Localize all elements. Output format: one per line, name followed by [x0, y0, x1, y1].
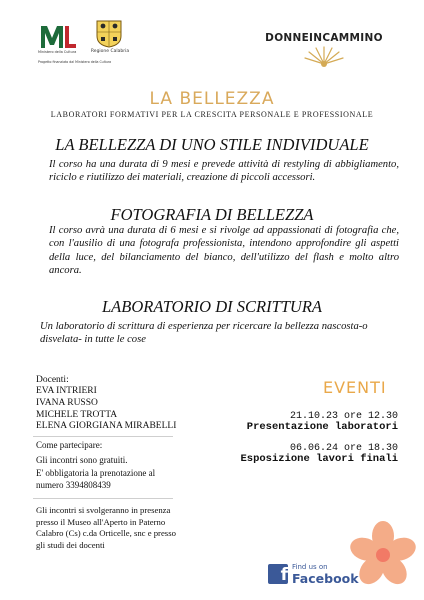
page-title: LA BELLEZZA	[149, 89, 275, 109]
docente-name: MICHELE TROTTA	[36, 409, 118, 420]
docenti-label: Docenti:	[36, 375, 69, 385]
divider	[33, 498, 173, 499]
come-partecipare-line2: E' obbligatoria la prenotazione al numero 3394808439	[36, 468, 156, 490]
event-name: Esposizione lavori finali	[240, 453, 398, 465]
ministry-culture-logo	[38, 22, 78, 50]
docente-name: EVA INTRIERI	[36, 386, 97, 396]
docente-name: ELENA GIORGIANA MIRABELLI	[36, 421, 177, 432]
facebook-f-glyph: f	[280, 565, 288, 585]
facebook-find-text: Find us on	[292, 563, 328, 571]
divider	[33, 436, 173, 437]
section-title-fotografia: FOTOGRAFIA DI BELLEZZA	[110, 205, 314, 224]
eventi-heading: EVENTI	[323, 378, 387, 397]
event-date: 21.10.23 ore 12.30	[289, 411, 398, 422]
come-partecipare-label: Come partecipare:	[36, 440, 103, 450]
regione-calabria-emblem	[96, 20, 122, 48]
docente-name: IVANA RUSSO	[36, 397, 98, 408]
donneincammino-logo-text: DONNEINCAMMINO	[265, 32, 383, 44]
event-date: 06.06.24 ore 18.30	[289, 443, 398, 454]
section-body-scrittura: Un laboratorio di scrittura di esperienza per ricercare la bellezza nascosta-o disvelata- in tutte le cose	[40, 321, 368, 346]
funding-small-print: Progetto finanziato dal Ministero della Cultura	[38, 60, 112, 64]
donneincammino-sunburst-icon	[300, 44, 348, 70]
docenti-list	[36, 386, 176, 433]
venue-info: Gli incontri si svolgeranno in presenza presso il Museo all'Aperto in Paterno Calabro (Cs) c.da Orticelle, snc e presso gli studi dei docenti	[36, 505, 176, 550]
come-partecipare-line1: Gli incontri sono gratuiti.	[36, 455, 128, 465]
facebook-link[interactable]: Facebook	[292, 571, 359, 586]
event-name: Presentazione laboratori	[246, 421, 398, 433]
section-body-stile: Il corso ha una durata di 9 mesi e prevede attività di restyling di abbigliamento, riciclo e riutilizzo dei materiali, creazione di piccoli accessori.	[49, 159, 399, 184]
region-label: Regione Calabria	[90, 49, 130, 54]
section-title-scrittura: LABORATORIO DI SCRITTURA	[102, 297, 322, 316]
ministry-logo-text: Ministero della Cultura	[38, 50, 77, 54]
section-title-stile: LA BELLEZZA DI UNO STILE INDIVIDUALE	[55, 135, 369, 154]
page-subtitle: LABORATORI FORMATIVI PER LA CRESCITA PERSONALE E PROFESSIONALE	[50, 110, 374, 119]
section-body-fotografia: Il corso avrà una durata di 6 mesi e si rivolge ad appassionati di fotografia che, con l'ausilio di una fotografa professionista, intendono approfondire gli aspetti della luce, del bilanciamento del bianco, dell'utilizzo del flash e molto altro ancora.	[49, 225, 399, 277]
